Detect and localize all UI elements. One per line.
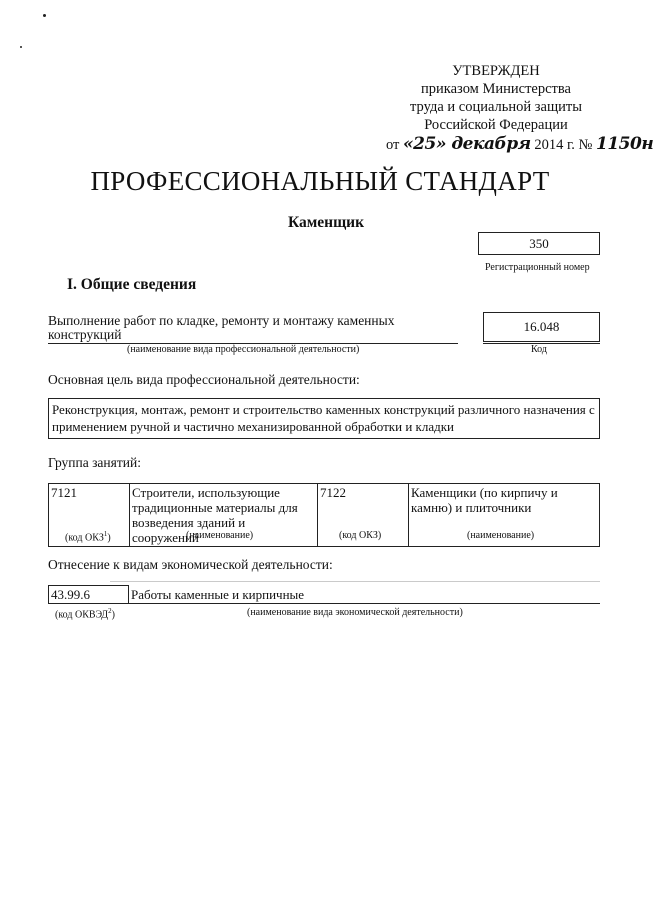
econ-label: Отнесение к видам экономической деятельности: [48, 557, 333, 572]
activity-code: 16.048 [523, 319, 560, 334]
date-prefix: от [386, 137, 400, 153]
handwritten-date: «25» декабря [403, 134, 531, 154]
econ-activity-table [48, 585, 600, 604]
approval-line: труда и социальной защиты [410, 99, 582, 115]
order-date-line [386, 134, 653, 154]
okz-code-caption [65, 530, 111, 543]
registration-number: 350 [529, 235, 549, 251]
okz-code-caption: (код ОКЗ) [339, 530, 382, 541]
footnote-mark: 2 [108, 607, 112, 615]
caption-text: (код ОКВЭД [55, 609, 109, 621]
okz-code-cell: 7121 [49, 484, 130, 547]
okz-name-caption: (наименование) [186, 530, 254, 541]
okved-code-cell: 43.99.6 [49, 586, 129, 604]
profession-name: Каменщик [287, 214, 365, 231]
section-heading: I. Общие сведения [67, 276, 197, 293]
document-title: ПРОФЕССИОНАЛЬНЫЙ СТАНДАРТ [90, 166, 550, 196]
order-year: 2014 г. № [534, 137, 593, 153]
code-caption: Код [531, 344, 547, 355]
goal-label: Основная цель вида профессиональной деятельности: [48, 372, 360, 387]
okved-code-caption [55, 607, 115, 620]
activity-caption: (наименование вида профессиональной деятельности) [127, 344, 360, 355]
okved-name-caption: (наименование вида экономической деятельности) [247, 607, 463, 618]
footnote-mark: 1 [103, 530, 108, 538]
approval-line: Российской Федерации [424, 117, 568, 133]
approval-block [386, 62, 606, 134]
registration-number-box [478, 232, 600, 255]
table-row [49, 586, 601, 604]
scan-dash-line [110, 581, 600, 582]
caption-text: (код ОКЗ [65, 532, 104, 544]
approval-line: приказом Министерства [421, 81, 571, 97]
caption-text: ) [107, 532, 111, 544]
caption-text: ) [111, 609, 115, 621]
activity-name-line2: конструкций [48, 327, 122, 342]
code-box [483, 312, 600, 342]
scan-speck [20, 46, 22, 48]
group-label: Группа занятий: [48, 455, 141, 470]
registration-caption: Регистрационный номер [485, 262, 590, 273]
goal-text: Реконструкция, монтаж, ремонт и строительство каменных конструкций различного назначения с применением ручной и частично механизированной обработки и кладки [48, 398, 600, 439]
okved-name-cell: Работы каменные и кирпичные [129, 586, 601, 604]
okz-name-cell: Строители, использующие традиционные материалы для возведения зданий и сооружений [130, 484, 318, 547]
handwritten-order-number: 1150н [596, 134, 653, 154]
scan-speck [43, 14, 46, 17]
okz-code-cell: 7122 [318, 484, 409, 547]
activity-name-line1: Выполнение работ по кладке, ремонту и монтажу каменных [48, 313, 395, 328]
approval-line: УТВЕРЖДЕН [452, 63, 540, 79]
okz-name-cell: Каменщики (по кирпичу и камню) и плиточники [409, 484, 600, 547]
okz-name-caption: (наименование) [467, 530, 535, 541]
